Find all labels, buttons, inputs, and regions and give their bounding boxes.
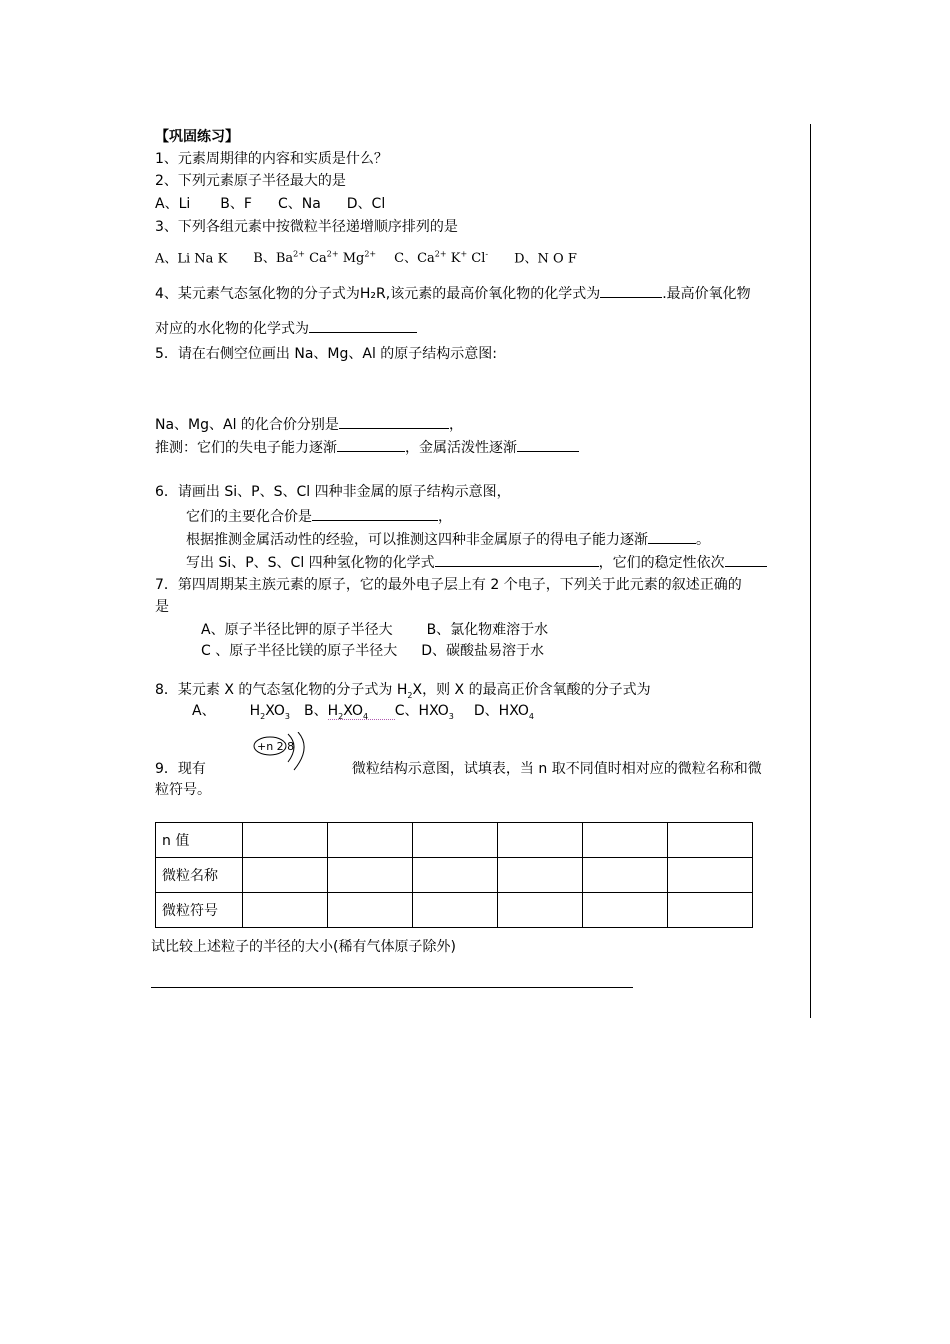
section-header: 【巩固练习】 (155, 129, 239, 145)
diagram-label: +n 2 8 (257, 740, 295, 753)
table-row (156, 893, 753, 928)
q3-option-a: A、Li Na K (155, 251, 228, 267)
table-cell[interactable] (243, 823, 328, 858)
question-5-stem: 5．请在右侧空位画出 Na、Mg、Al 的原子结构示意图: (155, 346, 498, 362)
answer-line[interactable] (151, 987, 633, 988)
question-6-infer: 根据推测金属活动性的经验，可以推测这四种非金属原子的得电子能力逐渐 。 (186, 529, 710, 549)
question-4-line2: 对应的水化物的化学式为 (155, 318, 417, 338)
q2-option-a: A、Li (155, 196, 191, 212)
table-cell[interactable] (668, 858, 753, 893)
q4-blank-oxide[interactable] (600, 283, 662, 298)
q5-blank-valence[interactable] (339, 414, 449, 429)
table-cell[interactable] (328, 858, 413, 893)
row-header-name: 微粒名称 (156, 858, 243, 893)
question-8-stem: 8．某元素 X 的气态氢化物的分子式为 $H_2X$，则 X 的最高正价含氧酸的分子式为 (155, 682, 651, 700)
compare-prompt: 试比较上述粒子的半径的大小(稀有气体原子除外) (151, 939, 456, 955)
question-6-stem: 6．请画出 Si、P、S、Cl 四种非金属的原子结构示意图， (155, 484, 511, 500)
question-3-stem: 3、下列各组元素中按微粒半径递增顺序排列的是 (155, 219, 458, 235)
margin-rule (810, 124, 811, 1018)
table-cell[interactable] (243, 858, 328, 893)
question-6-hydride: 写出 Si、P、S、Cl 四种氢化物的化学式 ，它们的稳定性依次 (186, 552, 767, 572)
q5-blank-activity[interactable] (517, 437, 579, 452)
question-1: 1、元素周期律的内容和实质是什么？ (155, 151, 388, 167)
table-cell[interactable] (413, 893, 498, 928)
table-row (156, 858, 753, 893)
question-7-options-cd (201, 642, 544, 660)
question-9-line2: 粒符号。 (155, 782, 211, 798)
q6-blank-stability[interactable] (725, 552, 767, 567)
q7-option-c: C 、原子半径比镁的原子半径大 (201, 643, 398, 659)
question-4-line1: 4、某元素气态氢化物的分子式为H₂R,该元素的最高价氧化物的化学式为 .最高价氧化物 (155, 283, 751, 303)
q6-blank-gain[interactable] (648, 529, 696, 544)
question-6-valence: 它们的主要化合价是 ， (186, 506, 452, 526)
q2-option-d: D、Cl (346, 196, 386, 212)
table-cell[interactable] (498, 823, 583, 858)
question-7-options-ab (201, 621, 548, 639)
row-header-symbol: 微粒符号 (156, 893, 243, 928)
q7-option-d: D、碳酸盐易溶于水 (421, 643, 545, 659)
question-5-valence: Na、Mg、Al 的化合价分别是 ， (155, 414, 463, 434)
table-cell[interactable] (498, 893, 583, 928)
table-cell[interactable] (328, 823, 413, 858)
q2-option-b: B、F (220, 196, 252, 212)
q3-option-b: B、$Ba^{2+}$ $Ca^{2+}$ $Mg^{2+}$ (253, 250, 377, 267)
particle-table (155, 822, 753, 928)
question-9-line1: 9．现有 微粒结构示意图，试填表，当 n 取不同值时相对应的微粒名称和微 (155, 761, 762, 777)
question-5-infer: 推测：它们的失电子能力逐渐 ，金属活泼性逐渐 (155, 437, 579, 457)
question-8-options: A、 $H_2XO_3$ B、$H_2XO_4$ C、$HXO_3$ D、$HXO_4$ (192, 703, 535, 721)
table-cell[interactable] (583, 893, 668, 928)
question-2-options (155, 195, 385, 213)
q7-option-b: B、氯化物难溶于水 (426, 622, 549, 638)
question-7-stem-2: 是 (155, 599, 169, 615)
table-cell[interactable] (413, 823, 498, 858)
table-row (156, 823, 753, 858)
q4-blank-hydroxide[interactable] (309, 318, 417, 333)
q6-blank-valence[interactable] (312, 506, 438, 521)
table-cell[interactable] (668, 823, 753, 858)
table-cell[interactable] (668, 893, 753, 928)
question-3-options (155, 246, 577, 268)
question-2-stem: 2、下列元素原子半径最大的是 (155, 173, 346, 189)
table-cell[interactable] (498, 858, 583, 893)
q7-option-a: A、原子半径比钾的原子半径大 (201, 622, 393, 638)
table-cell[interactable] (328, 893, 413, 928)
table-cell[interactable] (413, 858, 498, 893)
q5-blank-electron[interactable] (337, 437, 405, 452)
q2-option-c: C、Na (277, 196, 321, 212)
table-cell[interactable] (583, 858, 668, 893)
q3-option-d: D、N O F (514, 251, 577, 267)
q6-blank-hydride[interactable] (435, 552, 599, 567)
question-7-stem-1: 7．第四周期某主族元素的原子，它的最外电子层上有 2 个电子，下列关于此元素的叙述正确的 (155, 577, 742, 593)
row-header-n: n 值 (156, 823, 243, 858)
table-cell[interactable] (583, 823, 668, 858)
table-cell[interactable] (243, 893, 328, 928)
q3-option-c: C、$Ca^{2+}$ K+ Cl- (394, 250, 489, 267)
